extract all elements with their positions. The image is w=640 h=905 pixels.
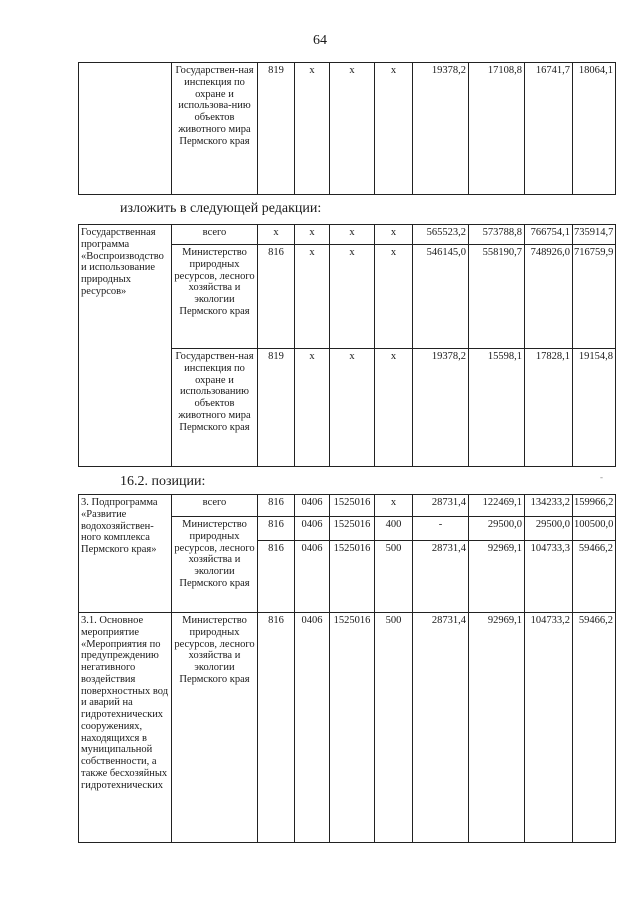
value-cell: 748926,0 (525, 245, 573, 349)
value-cell: 59466,2 (573, 541, 616, 613)
value-cell: 16741,7 (525, 63, 573, 195)
value-cell: 735914,7 (573, 225, 616, 245)
type-cell: х (375, 495, 413, 517)
value-cell: 104733,3 (525, 541, 573, 613)
page-number: 64 (313, 33, 327, 48)
type-cell: х (375, 245, 413, 349)
ministry-name: Министерство природных ресурсов, лесного хозяйства и экологии Пермского края (172, 517, 258, 613)
target-cell: х (330, 225, 375, 245)
value-cell: 18064,1 (573, 63, 616, 195)
inspection-name: Государствен-ная инспекция по охране и использованию объектов животного мира Пермского края (172, 349, 258, 467)
value-cell: 92969,1 (469, 541, 525, 613)
value-cell: 19154,8 (573, 349, 616, 467)
section-cell: 0406 (295, 541, 330, 613)
ministry-name: Министерство природных ресурсов, лесного хозяйства и экологии Пермского края (172, 613, 258, 843)
target-cell: х (330, 349, 375, 467)
agency-code: 819 (258, 63, 295, 195)
empty-cell (79, 63, 172, 195)
scan-mark: - (600, 472, 603, 482)
value-cell: 28731,4 (413, 613, 469, 843)
section-cell: 0406 (295, 517, 330, 541)
value-cell: 716759,9 (573, 245, 616, 349)
value-cell: 19378,2 (413, 349, 469, 467)
value-cell: 59466,2 (573, 613, 616, 843)
section-cell: 0406 (295, 613, 330, 843)
section-cell: х (295, 349, 330, 467)
value-cell: 29500,0 (525, 517, 573, 541)
value-cell: 104733,2 (525, 613, 573, 843)
value-cell: 122469,1 (469, 495, 525, 517)
value-cell: 100500,0 (573, 517, 616, 541)
value-cell: 546145,0 (413, 245, 469, 349)
type-cell: 500 (375, 613, 413, 843)
type-cell: 500 (375, 541, 413, 613)
caption-new-edition: изложить в следующей редакции: (120, 201, 322, 216)
total-label: всего (172, 495, 258, 517)
table-new-edition (78, 224, 616, 467)
value-cell: 558190,7 (469, 245, 525, 349)
program-name: Государственная программа «Воспроизводство и использование природных ресурсов» (79, 225, 172, 467)
code-cell: 816 (258, 495, 295, 517)
table-positions (78, 494, 616, 843)
value-cell: - (413, 517, 469, 541)
target-cell: х (330, 63, 375, 195)
measure-name: 3.1. Основное мероприятие «Мероприятия по предупреждению негативного воздействия поверхностных вод и аварий на гидротехнических сооружениях, находящихся в муниципальной собственности, а также бесхозяйных гидротехнических (79, 613, 172, 843)
type-cell: х (375, 63, 413, 195)
value-cell: 19378,2 (413, 63, 469, 195)
target-cell: 1525016 (330, 613, 375, 843)
agency-name: Государствен-ная инспекция по охране и использова-нию объектов животного мира Пермского края (172, 63, 258, 195)
value-cell: 92969,1 (469, 613, 525, 843)
code-cell: 816 (258, 517, 295, 541)
table-previous-edition (78, 62, 616, 195)
value-cell: 28731,4 (413, 541, 469, 613)
ministry-code: 816 (258, 245, 295, 349)
value-cell: 15598,1 (469, 349, 525, 467)
value-cell: 134233,2 (525, 495, 573, 517)
section-cell: х (295, 245, 330, 349)
code-cell: х (258, 225, 295, 245)
caption-positions: 16.2. позиции: (120, 474, 206, 489)
section-cell: х (295, 225, 330, 245)
target-cell: 1525016 (330, 495, 375, 517)
value-cell: 29500,0 (469, 517, 525, 541)
value-cell: 28731,4 (413, 495, 469, 517)
section-cell: х (295, 63, 330, 195)
code-cell: 816 (258, 613, 295, 843)
type-cell: 400 (375, 517, 413, 541)
value-cell: 17828,1 (525, 349, 573, 467)
section-cell: 0406 (295, 495, 330, 517)
total-label: всего (172, 225, 258, 245)
subprogram-name: 3. Подпрограмма «Развитие водохозяйствен-ного комплекса Пермского края» (79, 495, 172, 613)
value-cell: 766754,1 (525, 225, 573, 245)
value-cell: 159966,2 (573, 495, 616, 517)
target-cell: х (330, 245, 375, 349)
value-cell: 573788,8 (469, 225, 525, 245)
target-cell: 1525016 (330, 541, 375, 613)
type-cell: х (375, 349, 413, 467)
inspection-code: 819 (258, 349, 295, 467)
value-cell: 565523,2 (413, 225, 469, 245)
target-cell: 1525016 (330, 517, 375, 541)
code-cell: 816 (258, 541, 295, 613)
type-cell: х (375, 225, 413, 245)
ministry-name: Министерство природных ресурсов, лесного хозяйства и экологии Пермского края (172, 245, 258, 349)
value-cell: 17108,8 (469, 63, 525, 195)
